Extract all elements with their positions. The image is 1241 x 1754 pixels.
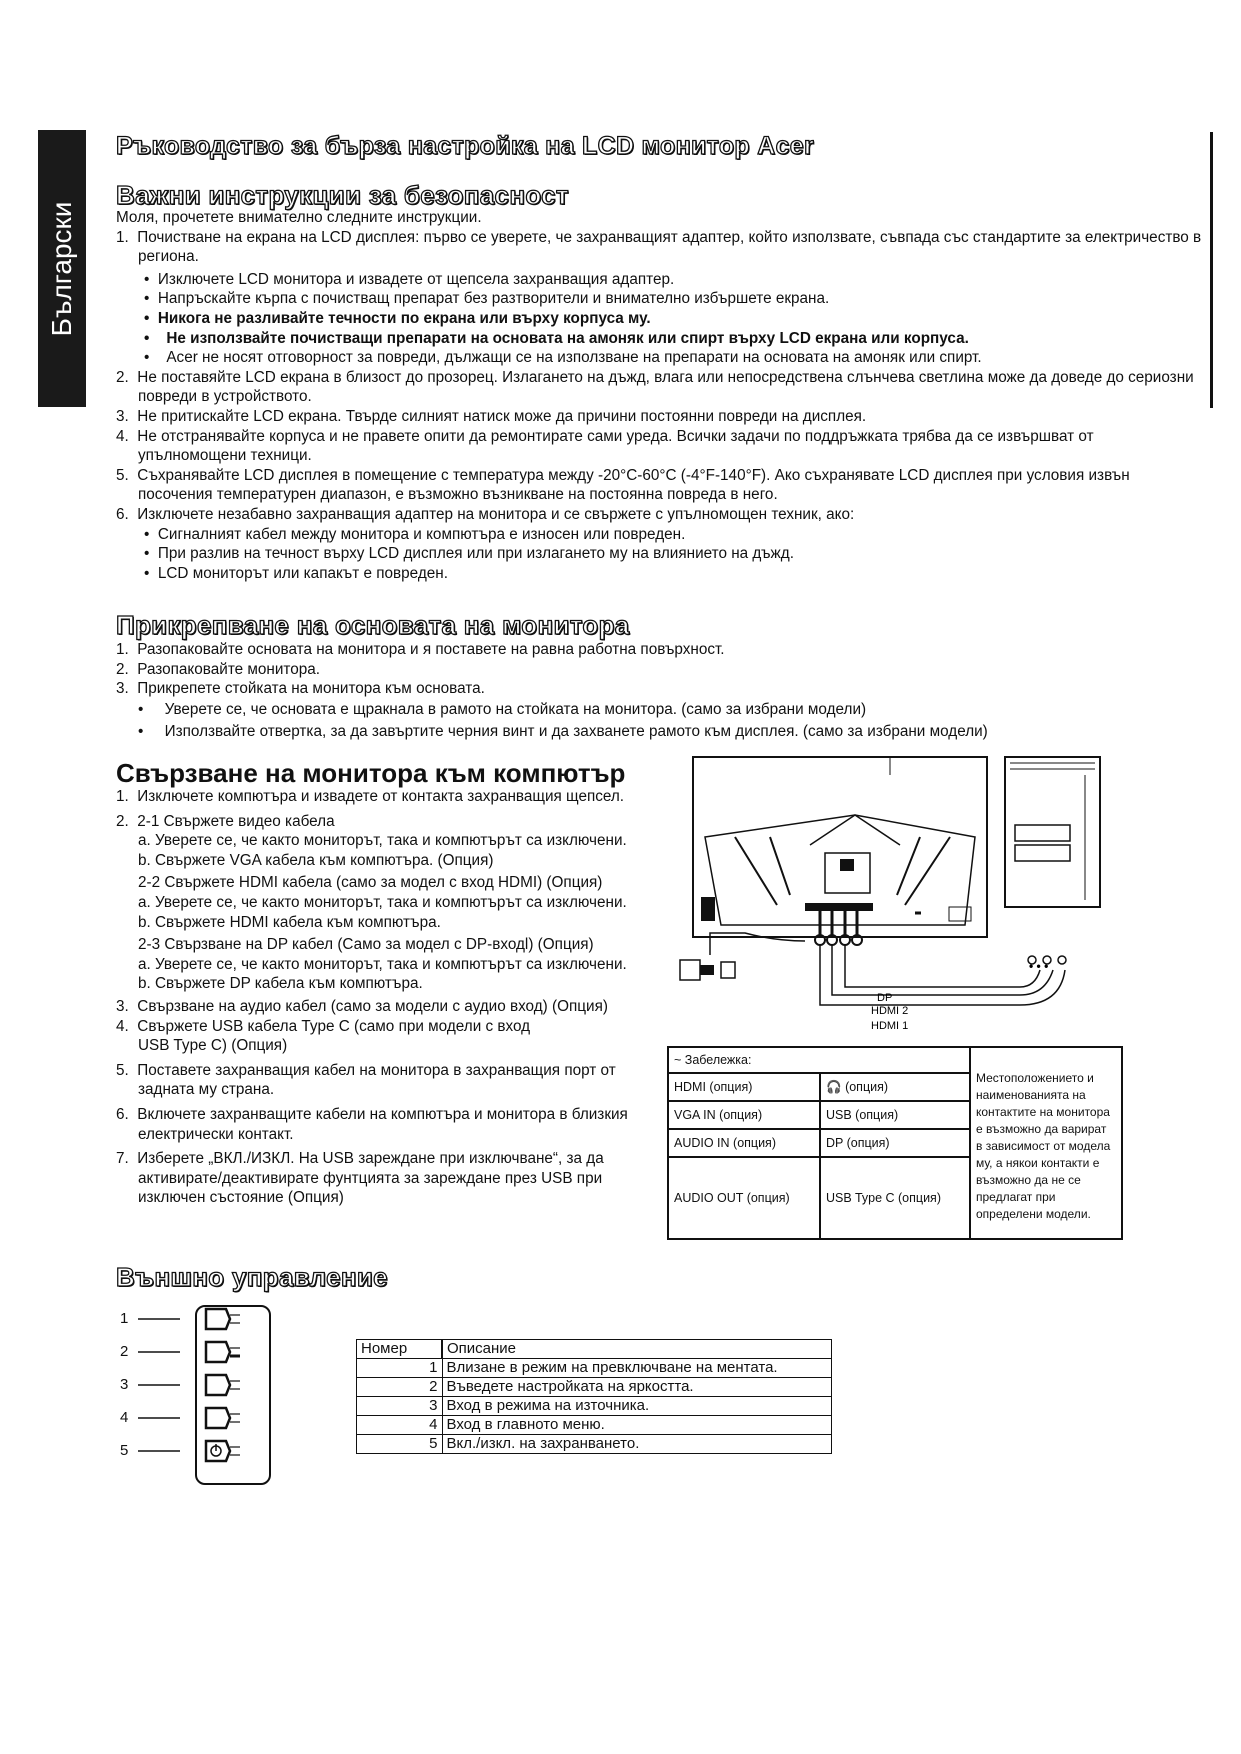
language-label: Български: [46, 201, 77, 336]
control-button-4: [206, 1408, 230, 1428]
pc-cable-ends: [1020, 970, 1065, 1005]
base-bullet-2: • Използвайте отвертка, за да завъртите черния винт и да захванете рамото към дисплея. (само за избрани модели): [138, 722, 988, 740]
control-button-2: [206, 1342, 230, 1362]
table-row: 5 Вкл./изкл. на захранването.: [357, 1435, 832, 1454]
port-usb-c: USB Type C (опция): [820, 1157, 970, 1239]
safety-bullet-5: • Acer не носят отговорност за повреди, дължащи се на използване на препарати на основата на амоняк или спирт.: [144, 349, 982, 367]
base-step-2: 2. Разопаковайте монитора.: [116, 660, 321, 678]
control-buttons-drawing: [138, 1305, 268, 1481]
safety-item-4: 4. Не отстранявайте корпуса и не правете опити да ремонтирате сами уреда. Всички задачи по поддръжката трябва да се извършват от упълномощени техници.: [116, 427, 1094, 465]
connect-section: [116, 787, 676, 1208]
connect-step-2-3b: b. Свържете DP кабела към компютъра.: [138, 975, 423, 993]
safety-bullet-4: • Не използвайте почистващи препарати на основата на амоняк или спирт върху LCD екрана или корпуса.: [144, 329, 969, 347]
safety-bullet-3: • Никога не разливайте течности по екрана или върху корпуса му.: [144, 309, 651, 327]
base-heading: Прикрепване на основата на монитора: [116, 610, 630, 640]
connect-step-2-1a: a. Уверете се, че както мониторът, така и компютърът са изключени.: [138, 832, 627, 850]
safety-item-6: 6. Изключете незабавно захранващия адаптер на монитора и се свържете с упълномощен техник, ако:: [116, 505, 855, 523]
base-step-1: 1. Разопаковайте основата на монитора и я поставете на равна работна повърхност.: [116, 641, 725, 658]
connect-step-2-2b: b. Свържете HDMI кабела към компютъра.: [138, 913, 441, 931]
ports-table: [667, 1046, 1123, 1240]
button-num-1: 1: [120, 1310, 129, 1327]
controls-table: [356, 1339, 832, 1454]
table-row: 3 Вход в режима на източника.: [357, 1397, 832, 1416]
table-row: 1 Влизане в режим на превключване на ментата.: [357, 1359, 832, 1378]
port-audio-out: AUDIO OUT (опция): [668, 1157, 820, 1239]
safety-heading: Важни инструкции за безопасност: [116, 180, 569, 210]
button-num-5: 5: [120, 1442, 129, 1459]
control-button-3: [206, 1375, 230, 1395]
connect-step-4: 4. Свържете USB кабела Type C (само при модели с вход USB Type C) (Опция): [116, 1017, 531, 1055]
control-button-5: [206, 1441, 230, 1461]
control-buttons-panel: [120, 1305, 290, 1485]
pc-port-3: [1058, 956, 1066, 964]
safety-item-6-bullet-2: • При разлив на течност върху LCD дисплея или при излагането му на влиянието на дъжд.: [144, 545, 794, 563]
connect-step-3: 3. Свързване на аудио кабел (само за модели с аудио вход) (Опция): [116, 997, 608, 1015]
button-num-3: 3: [120, 1376, 129, 1393]
button-num-4: 4: [120, 1409, 129, 1426]
safety-item-1: 1. Почистване на екрана на LCD дисплея: първо се уверете, че захранващият адаптер, който използвате, съвпада със стандартите за електричество в региона.: [116, 228, 1202, 266]
language-side-tab: [38, 130, 86, 407]
headphone-icon: 🎧: [826, 1079, 842, 1094]
controls-header-num: Номер: [357, 1340, 443, 1359]
label-dp: DP: [877, 992, 893, 1004]
stand-lock: [840, 859, 854, 871]
ports-side-note: Местоположението и наименованията на контактите на монитора е възможно да варират в зависимост от модела му, а някои контакти е възможно да не се предлагат при определени модели.: [970, 1047, 1122, 1239]
safety-section: [116, 208, 1206, 583]
port-usb: USB (опция): [820, 1101, 970, 1129]
connect-step-2-2: 2-2 Свържете HDMI кабела (само за модел с вход HDMI) (Опция): [138, 874, 603, 892]
label-hdmi1: HDMI 1: [871, 1020, 909, 1032]
port-vga: VGA IN (опция): [668, 1101, 820, 1129]
page-title: Ръководство за бърза настройка на LCD монитор Acer: [116, 132, 815, 160]
connect-step-5: 5. Поставете захранващия кабел на монитора в захранващия порт от задната му страна.: [116, 1061, 616, 1099]
base-bullet-1: • Уверете се, че основата е щракнала в рамото на стойката на монитора. (само за избрани модели): [138, 700, 867, 718]
connect-heading: Свързване на монитора към компютър: [116, 758, 626, 788]
base-section: [116, 640, 1206, 743]
port-headphone: 🎧 (опция): [820, 1073, 970, 1101]
port-strip: [805, 903, 873, 911]
safety-item-6-bullet-3: • LCD мониторът или капакът е повреден.: [144, 564, 448, 582]
connection-diagram: [665, 755, 1135, 1045]
safety-item-3: 3. Не притискайте LCD екрана. Твърде силният натиск може да причини постоянни повреди на дисплея.: [116, 407, 867, 425]
power-adapter-icon: [680, 960, 700, 980]
pc-port-dots: • • •: [1029, 959, 1049, 973]
label-hdmi2: HDMI 2: [871, 1005, 909, 1017]
safety-item-5: 5. Съхранявайте LCD дисплея в помещение с температура между -20°C-60°C (-4°F-140°F). Ако съхранявате LCD дисплея при условия извън посочения температурен диапазон, е възможно възникване на постоянна повреда в него.: [116, 466, 1130, 504]
button-num-2: 2: [120, 1343, 129, 1360]
connect-step-2-2a: a. Уверете се, че както мониторът, така и компютърът са изключени.: [138, 893, 627, 911]
connect-step-6: 6. Включете захранващите кабели на компютъра и монитора в близкия електрически контакт.: [116, 1105, 628, 1143]
safety-item-6-bullet-1: • Сигналният кабел между монитора и компютъра е износен или повреден.: [144, 525, 686, 543]
safety-item-2: 2. Не поставяйте LCD екрана в близост до прозорец. Излагането на дъжд, влага или непосредствена слънчева светлина може да доведе до сериозни повреди в устройството.: [116, 368, 1194, 406]
safety-bullet-2: • Напръскайте кърпа с почистващ препарат без разтворители и внимателно избършете екрана.: [144, 290, 830, 308]
signal-cables: [820, 945, 1020, 1005]
power-plug-icon: [700, 965, 714, 975]
right-margin-rule: [1210, 132, 1213, 408]
base-step-3: 3. Прикрепете стойката на монитора към основата.: [116, 680, 485, 698]
safety-bullet-1: • Изключете LCD монитора и извадете от щепсела захранващия адаптер.: [144, 270, 675, 288]
connect-step-2-3a: a. Уверете се, че както мониторът, така и компютърът са изключени.: [138, 955, 627, 973]
control-button-1: [206, 1309, 230, 1329]
port-audio-in: AUDIO IN (опция): [668, 1129, 820, 1157]
controls-header-desc: Описание: [442, 1340, 832, 1359]
pc-tower-outline: [1005, 757, 1100, 907]
table-row: 4 Вход в главното меню.: [357, 1416, 832, 1435]
power-connector: [701, 897, 715, 921]
connect-step-1: 1. Изключете компютъра и извадете от контакта захранващия щепсел.: [116, 788, 625, 805]
port-hdmi: HDMI (опция): [668, 1073, 820, 1101]
connect-step-2-1b: b. Свържете VGA кабела към компютъра. (Опция): [138, 851, 494, 869]
ports-note: ~ Забележка:: [668, 1047, 970, 1073]
wall-outlet-icon: [721, 962, 735, 978]
connect-step-2-3: 2-3 Свързване на DP кабел (Само за модел с DP-входl) (Опция): [138, 936, 594, 954]
connect-step-7: 7. Изберете „ВКЛ./ИЗКЛ. На USB зареждане при изключване“, за да активирате/деактивирате фунтцията за зареждане през USB при изключен състояние (Опция): [116, 1150, 604, 1207]
connect-step-2: 2. 2-1 Свържете видео кабела: [116, 812, 335, 830]
external-heading: Външно управление: [116, 1262, 388, 1292]
port-dp: DP (опция): [820, 1129, 970, 1157]
safety-intro: Моля, прочетете внимателно следните инструкции.: [116, 209, 482, 226]
table-row: 2 Въведете настройката на яркостта.: [357, 1378, 832, 1397]
